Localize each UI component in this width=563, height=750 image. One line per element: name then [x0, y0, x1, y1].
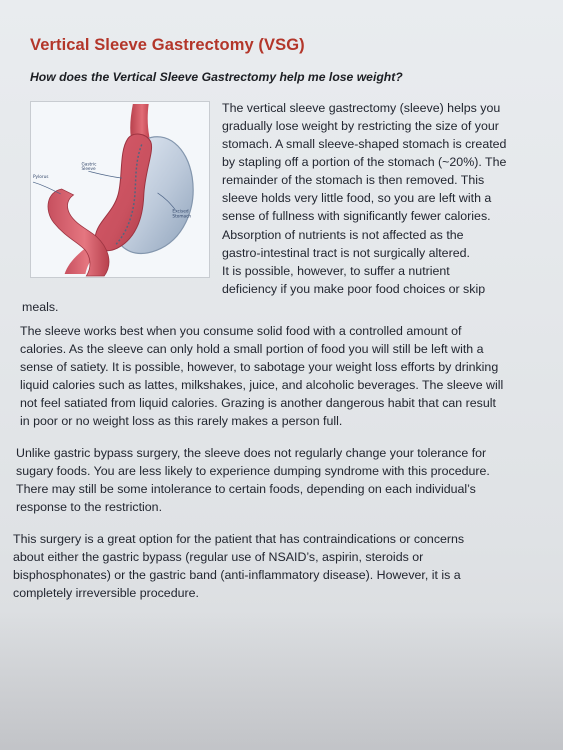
absorption-paragraph: [22, 226, 542, 316]
options-line: completely irreversible procedure.: [13, 586, 199, 600]
solid-food-paragraph: [20, 322, 550, 430]
absorption-line: deficiency if you make poor food choices or skip: [222, 282, 486, 296]
tolerance-line: Unlike gastric bypass surgery, the sleeve does not regularly change your tolerance for: [16, 446, 487, 460]
options-line: bisphosphonates) or the gastric band (anti-inflammatory disease). However, it is a: [13, 568, 461, 582]
intro-line: sense of fullness with significantly fewer calories.: [222, 209, 491, 223]
tolerance-line: There may still be some intolerance to certain foods, depending on each individual’s: [16, 482, 476, 496]
sleeve-gastrectomy-illustration: [30, 101, 210, 278]
document-subtitle: How does the Vertical Sleeve Gastrectomy help me lose weight?: [30, 70, 403, 84]
options-line: This surgery is a great option for the patient that has contraindications or concerns: [13, 532, 465, 546]
intro-line: stomach. A small sleeve-shaped stomach is created: [222, 137, 507, 151]
solid-food-line: in poor or no weight loss as this rarely makes a person full.: [20, 414, 343, 428]
absorption-line: meals.: [22, 300, 59, 314]
options-line: about either the gastric bypass (regular use of NSAID’s, aspirin, steroids or: [13, 550, 424, 564]
solid-food-line: The sleeve works best when you consume solid food with a controlled amount of: [20, 324, 462, 338]
options-paragraph: [13, 530, 551, 602]
solid-food-line: liquid calories such as lattes, milkshakes, juice, and alcoholic beverages. The sleeve will: [20, 378, 504, 392]
tolerance-line: sugary foods. You are less likely to experience dumping syndrome with this procedure.: [16, 464, 490, 478]
absorption-line: It is possible, however, to suffer a nutrient: [222, 264, 450, 278]
intro-paragraph: [222, 99, 542, 225]
tolerance-line: response to the restriction.: [16, 500, 163, 514]
intro-line: sleeve holds very little food, so you are left with a: [222, 191, 492, 205]
solid-food-line: not feel satiated from liquid calories. Grazing is another dangerous habit that can result: [20, 396, 496, 410]
solid-food-line: calories. As the sleeve can only hold a small portion of food you will still be left with a: [20, 342, 484, 356]
tolerance-paragraph: [16, 444, 551, 516]
paper-shadow: [0, 610, 563, 750]
intro-line: by stapling off a portion of the stomach (~20%). The: [222, 155, 507, 169]
document-title: Vertical Sleeve Gastrectomy (VSG): [30, 36, 305, 54]
intro-line: gradually lose weight by restricting the size of your: [222, 119, 499, 133]
intro-line: The vertical sleeve gastrectomy (sleeve) helps you: [222, 101, 501, 115]
pylorus-label: Pylorus: [32, 175, 49, 181]
removed-label: Excised Stomach: [172, 209, 192, 220]
absorption-line: Absorption of nutrients is not affected as the: [222, 228, 464, 242]
absorption-line: gastro-intestinal tract is not surgically altered.: [222, 246, 470, 260]
stomach-illustration-svg: [31, 102, 209, 277]
solid-food-line: sense of satiety. It is possible, however, to sabotage your weight loss efforts by drinking: [20, 360, 499, 374]
intro-line: remainder of the stomach is then removed. This: [222, 173, 485, 187]
sleeve-label: Gastric Sleeve: [81, 162, 97, 173]
